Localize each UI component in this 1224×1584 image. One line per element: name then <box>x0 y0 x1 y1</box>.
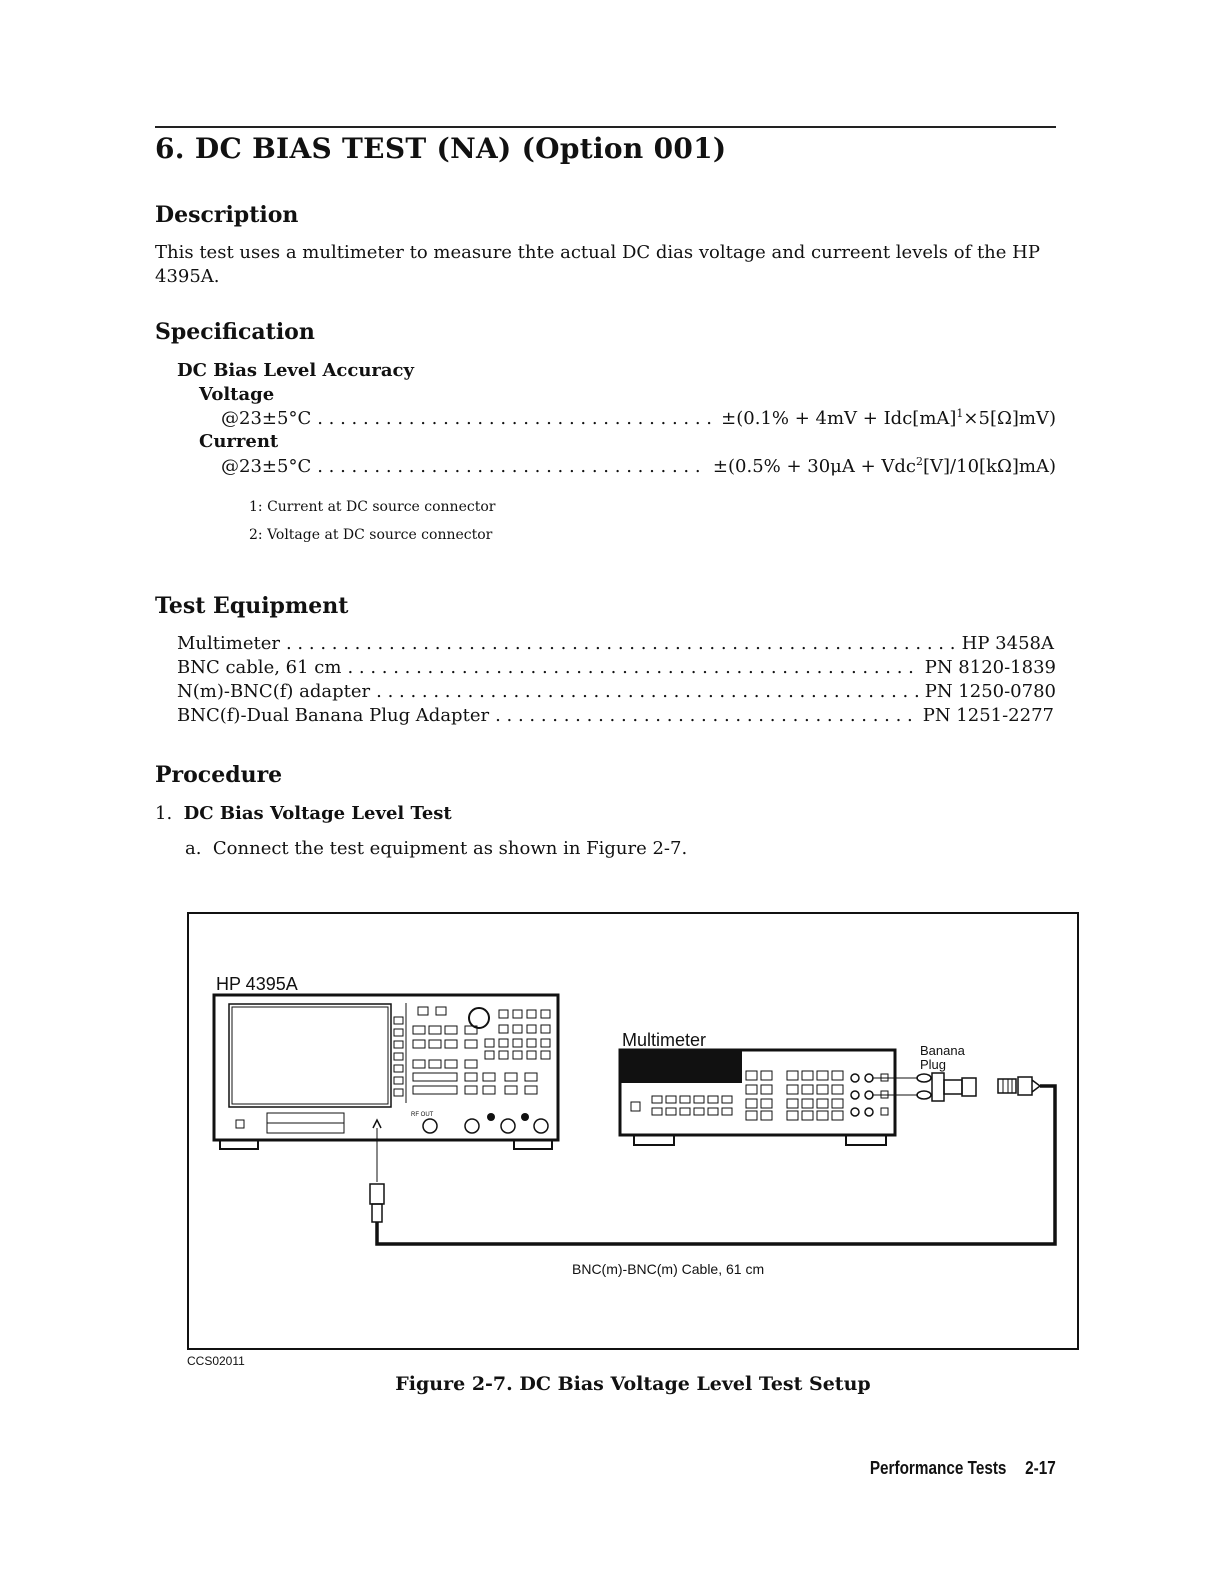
equipment-part: HP 3458A <box>961 633 1054 654</box>
voltage-value: ±(0.1% + 4mV + Idc[mA]$^1$×5[Ω]mV) <box>721 407 1056 429</box>
section-title: 6. DC BIAS TEST (NA) (Option 001) <box>155 132 727 165</box>
test-equipment-heading: Test Equipment <box>155 593 349 619</box>
banana-label-line1: Banana <box>920 1043 965 1058</box>
cable-label: BNC(m)-BNC(m) Cable, 61 cm <box>572 1261 765 1277</box>
figure-caption: Figure 2-7. DC Bias Voltage Level Test Setup <box>395 1373 871 1395</box>
equipment-name: N(m)-BNC(f) adapter <box>177 681 371 702</box>
voltage-label: Voltage <box>199 384 275 405</box>
analyzer-instrument <box>214 995 558 1149</box>
current-value: ±(0.5% + 30μA + Vdc$^2$[V]/10[kΩ]mA) <box>712 455 1056 477</box>
page-footer <box>870 1458 1056 1479</box>
multimeter-label: Multimeter <box>622 1030 707 1050</box>
description-heading: Description <box>155 202 299 228</box>
equipment-name: BNC(f)-Dual Banana Plug Adapter <box>177 705 490 726</box>
voltage-condition: @23±5°C <box>221 408 312 429</box>
step-1: 1. DC Bias Voltage Level Test <box>155 803 452 824</box>
specification-heading: Specification <box>155 319 315 345</box>
page-number: 2-17 <box>1025 1458 1056 1478</box>
step-1a: a. Connect the test equipment as shown in Figure 2-7. <box>185 838 688 859</box>
bnc-cable <box>370 1086 1055 1244</box>
equipment-part: PN 1250-0780 <box>924 681 1056 702</box>
footnote-1: 1: Current at DC source connector <box>249 499 496 515</box>
equipment-name: Multimeter <box>177 633 280 654</box>
equipment-name: BNC cable, 61 cm <box>177 657 342 678</box>
spec-title: DC Bias Level Accuracy <box>177 360 414 381</box>
description-text: This test uses a multimeter to measure thte actual DC dias voltage and curreent levels of the HP 4395A. <box>155 242 1040 287</box>
analyzer-label: HP 4395A <box>216 974 298 994</box>
rf-out-label: RF OUT <box>411 1112 434 1118</box>
equipment-part: PN 1251-2277 <box>922 705 1054 726</box>
banana-plug-adapter <box>872 1073 1040 1101</box>
footer-section: Performance Tests <box>870 1458 1007 1478</box>
current-condition: @23±5°C <box>221 456 312 477</box>
current-label: Current <box>199 431 279 452</box>
banana-label-line2: Plug <box>920 1057 947 1072</box>
footnote-2: 2: Voltage at DC source connector <box>249 527 493 543</box>
figure-code: CCS02011 <box>187 1354 245 1368</box>
procedure-heading: Procedure <box>155 762 283 788</box>
equipment-part: PN 8120-1839 <box>924 657 1056 678</box>
multimeter-instrument <box>620 1050 895 1145</box>
